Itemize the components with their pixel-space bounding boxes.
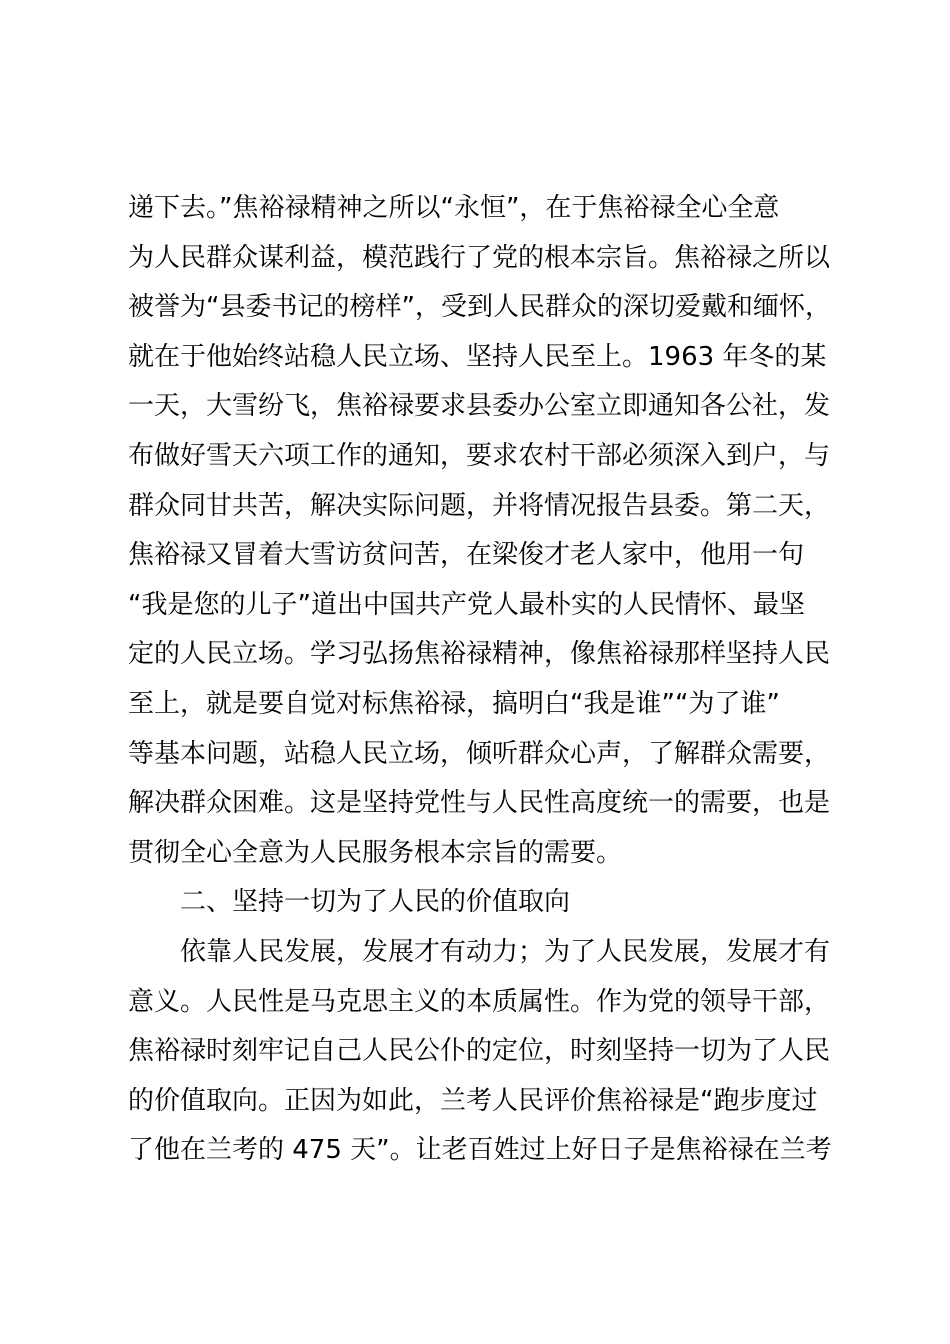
text-line: 被誉为“县委书记的榜样”，受到人民群众的深切爱戴和缅怀， [128, 292, 831, 323]
text-line: 解决群众困难。这是坚持党性与人民性高度统一的需要，也是 [128, 788, 831, 819]
heading-line: 二、坚持一切为了人民的价值取向 [180, 887, 571, 918]
text-line: “我是您的儿子”道出中国共产党人最朴实的人民情怀、最坚 [128, 589, 805, 620]
text-line: 等基本问题，站稳人民立场，倾听群众心声，了解群众需要， [128, 738, 831, 769]
text-line: 为人民群众谋利益，模范践行了党的根本宗旨。焦裕禄之所以 [128, 242, 831, 273]
text-line: 一天，大雪纷飞，焦裕禄要求县委办公室立即通知各公社，发 [128, 391, 831, 422]
section-heading [128, 878, 840, 928]
text-line: 了他在兰考的 475 天”。让老百姓过上好日子是焦裕禄在兰考 [128, 1135, 832, 1166]
paragraph [128, 928, 840, 1176]
text-line: 焦裕禄时刻牢记自己人民公仆的定位，时刻坚持一切为了人民 [128, 1036, 831, 1067]
text-line: 的价值取向。正因为如此，兰考人民评价焦裕禄是“跑步度过 [128, 1085, 818, 1116]
document-body [128, 184, 840, 1176]
text-line: 布做好雪天六项工作的通知，要求农村干部必须深入到户，与 [128, 440, 831, 471]
text-line: 贯彻全心全意为人民服务根本宗旨的需要。 [128, 837, 623, 868]
text-line: 意义。人民性是马克思主义的本质属性。作为党的领导干部， [128, 986, 831, 1017]
text-line: 递下去。”焦裕禄精神之所以“永恒”，在于焦裕禄全心全意 [128, 193, 780, 223]
text-line: 依靠人民发展，发展才有动力；为了人民发展，发展才有 [180, 936, 831, 967]
text-line: 群众同甘共苦，解决实际问题，并将情况报告县委。第二天， [128, 490, 831, 521]
text-line: 就在于他始终站稳人民立场、坚持人民至上。1963 年冬的某 [128, 341, 827, 372]
paragraph-continuation [128, 184, 840, 878]
text-line: 焦裕禄又冒着大雪访贫问苦，在梁俊才老人家中，他用一句 [128, 540, 805, 571]
text-line: 至上，就是要自觉对标焦裕禄，搞明白“我是谁”“为了谁” [128, 688, 780, 719]
text-line: 定的人民立场。学习弘扬焦裕禄精神，像焦裕禄那样坚持人民 [128, 639, 831, 670]
